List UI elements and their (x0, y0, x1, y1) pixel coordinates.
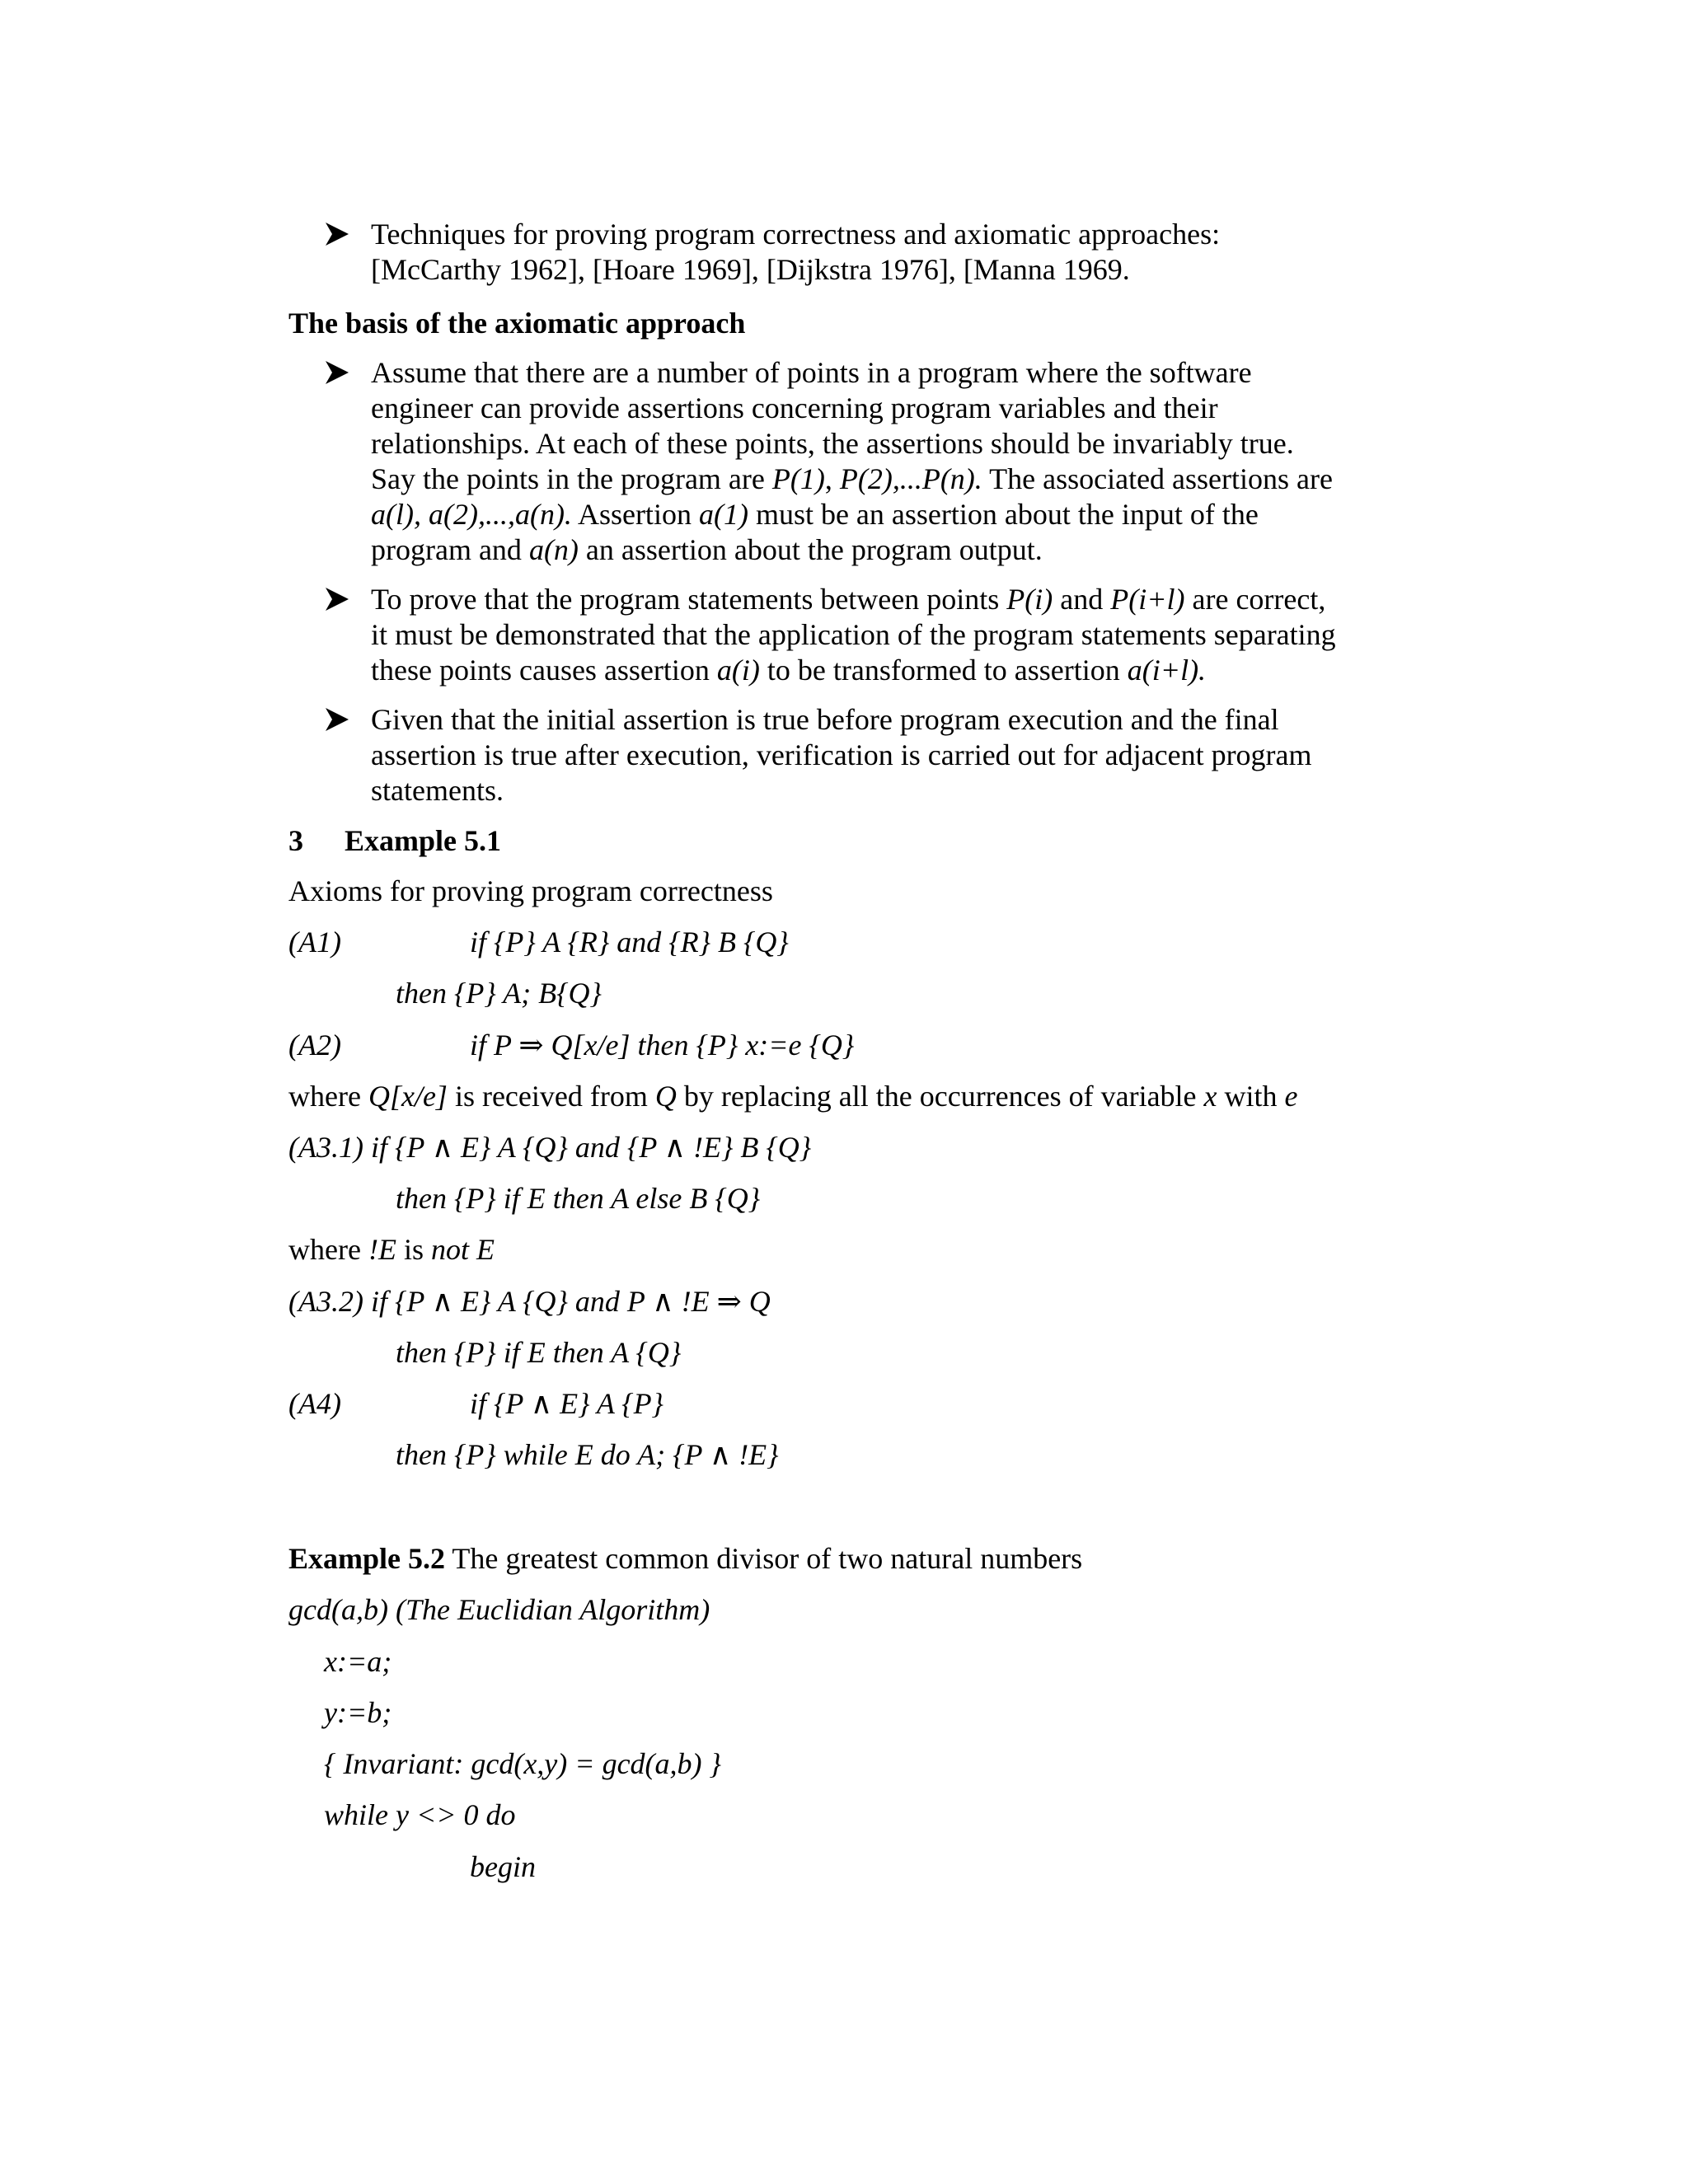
code-line: y:=b; (324, 1696, 392, 1729)
text-span: a(i+l). (1127, 654, 1207, 687)
axiom-a1-label: (A1) (288, 926, 341, 958)
bullet-text (371, 702, 1412, 808)
text-line: statements. (371, 774, 504, 807)
text-line (371, 653, 1412, 688)
arrowhead-bullet-icon (324, 705, 350, 733)
text-span: e (1284, 1080, 1298, 1113)
text-line (371, 582, 1412, 617)
example-5-2-title: Example 5.2 (288, 1542, 446, 1575)
axiom-a2-if: if P ⇒ Q[x/e] then {P} x:=e {Q} (470, 1029, 855, 1062)
section-heading: The basis of the axiomatic approach (288, 307, 746, 340)
where-q-explanation (288, 1079, 1298, 1114)
text-span: not E (430, 1233, 495, 1266)
axiom-a4-if: if {P ∧ E} A {P} (470, 1387, 663, 1420)
text-span: to be transformed to assertion (759, 654, 1128, 687)
example-5-2-desc: The greatest common divisor of two natural numbers (445, 1542, 1083, 1575)
text-line: Assume that there are a number of points in a program where the software (371, 356, 1252, 389)
example-5-2-heading (288, 1541, 1082, 1577)
text-span: a(i) (716, 654, 760, 687)
text-line (371, 532, 1412, 568)
text-line: Given that the initial assertion is true before program execution and the final (371, 703, 1279, 736)
text-span: where (288, 1080, 368, 1113)
intro-line-1: Techniques for proving program correctness and axiomatic approaches: (371, 218, 1221, 251)
text-span: are correct, (1184, 583, 1326, 616)
text-span: where (288, 1233, 368, 1266)
arrowhead-bullet-icon (324, 359, 350, 387)
text-span: these points causes assertion (371, 654, 717, 687)
text-line (371, 497, 1412, 532)
text-span: a(1) (698, 498, 748, 531)
text-span: , (824, 462, 840, 495)
text-span: Q (654, 1080, 677, 1113)
text-span: !E (368, 1233, 396, 1266)
text-span: To prove that the program statements between points (371, 583, 1007, 616)
axiom-a2-label: (A2) (288, 1029, 341, 1062)
axiom-a31: (A3.1) if {P ∧ E} A {Q} and {P ∧ !E} B {Q} (288, 1131, 812, 1164)
axiom-a32-then: then {P} if E then A {Q} (396, 1336, 682, 1369)
text-line: it must be demonstrated that the application of the program statements separating (371, 618, 1336, 651)
text-span: must be an assertion about the input of the (748, 498, 1259, 531)
text-span: a(n) (528, 533, 579, 566)
arrowhead-bullet-icon (324, 220, 350, 248)
bullet-prove-statements (324, 582, 1412, 688)
text-span: is (396, 1233, 431, 1266)
text-span: by replacing all the occurrences of variable (676, 1080, 1204, 1113)
code-line: begin (470, 1850, 536, 1883)
intro-bullet (324, 217, 1412, 288)
text-span: a(l), a(2),...,a(n). (371, 498, 572, 531)
text-span: The associated assertions are (982, 462, 1333, 495)
axiom-a4-then: then {P} while E do A; {P ∧ !E} (396, 1438, 779, 1471)
text-span: P(i) (1006, 583, 1053, 616)
text-span: is received from (447, 1080, 655, 1113)
text-span: Assertion (571, 498, 699, 531)
axiom-a1-if: if {P} A {R} and {R} B {Q} (470, 926, 789, 958)
text-span: an assertion about the program output. (578, 533, 1043, 566)
axiom-a32: (A3.2) if {P ∧ E} A {Q} and P ∧ !E ⇒ Q (288, 1285, 771, 1318)
where-not-e (288, 1232, 495, 1268)
text-span: and (1053, 583, 1111, 616)
arrowhead-bullet-icon (324, 585, 350, 613)
example-title: Example 5.1 (345, 824, 502, 857)
text-line: relationships. At each of these points, the assertions should be invariably true. (371, 427, 1294, 460)
axiom-a31-then: then {P} if E then A else B {Q} (396, 1182, 761, 1215)
example-5-2-subtitle: gcd(a,b) (The Euclidian Algorithm) (288, 1593, 710, 1626)
text-line: engineer can provide assertions concerning program variables and their (371, 391, 1218, 424)
text-span: Say the points in the program are (371, 462, 772, 495)
bullet-text (371, 582, 1412, 688)
bullet-assertions (324, 355, 1412, 568)
example-number: 3 (288, 824, 303, 857)
text-span: P(1) (771, 462, 825, 495)
code-line: { Invariant: gcd(x,y) = gcd(a,b) } (324, 1747, 721, 1780)
code-line: while y <> 0 do (324, 1798, 516, 1831)
bullet-verification (324, 702, 1412, 808)
text-span: with (1217, 1080, 1285, 1113)
code-line: x:=a; (324, 1645, 392, 1678)
intro-line-2: [McCarthy 1962], [Hoare 1969], [Dijkstra 1976], [Manna 1969. (371, 253, 1130, 286)
axiom-a1-then: then {P} A; B{Q} (396, 977, 602, 1010)
text-line: assertion is true after execution, verification is carried out for adjacent program (371, 738, 1312, 771)
text-span: x (1203, 1080, 1217, 1113)
text-span: Q[x/e] (368, 1080, 448, 1113)
axiom-a4-label: (A4) (288, 1387, 341, 1420)
example-subtitle: Axioms for proving program correctness (288, 874, 773, 907)
bullet-text (371, 355, 1412, 568)
text-line (371, 462, 1412, 497)
intro-bullet-text (371, 217, 1412, 288)
text-span: program and (371, 533, 529, 566)
text-span: P(2),...P(n). (839, 462, 982, 495)
text-span: P(i+l) (1110, 583, 1185, 616)
